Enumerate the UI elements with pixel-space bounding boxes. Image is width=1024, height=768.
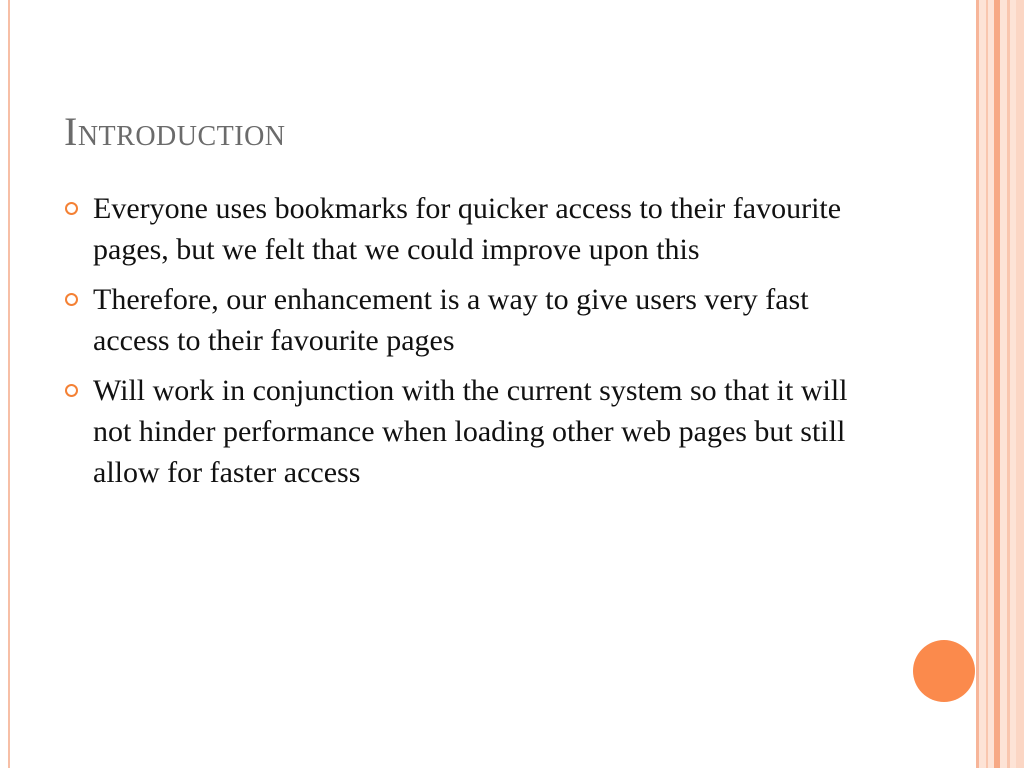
bullet-list [64, 188, 884, 502]
stripe-4 [1007, 0, 1010, 768]
bullet-text: Will work in conjunction with the current system so that it will not hinder performance when loading other web pages but still allow for faster access [93, 374, 848, 489]
stripe-3 [994, 0, 1000, 768]
bullet-icon [65, 384, 78, 397]
stripe-5 [1016, 0, 1024, 768]
bullet-item [64, 370, 884, 493]
bullet-text: Everyone uses bookmarks for quicker access to their favourite pages, but we felt that we could improve upon this [93, 192, 842, 266]
bullet-item [64, 188, 884, 270]
bullet-text: Therefore, our enhancement is a way to give users very fast access to their favourite pages [93, 283, 809, 357]
stripe-1 [976, 0, 979, 768]
bullet-icon [65, 202, 78, 215]
decorative-orange-circle [913, 640, 975, 702]
stripe-2 [986, 0, 988, 768]
left-border-line [8, 0, 10, 768]
bullet-icon [65, 293, 78, 306]
bullet-item [64, 279, 884, 361]
slide-title: Introduction [64, 109, 286, 154]
